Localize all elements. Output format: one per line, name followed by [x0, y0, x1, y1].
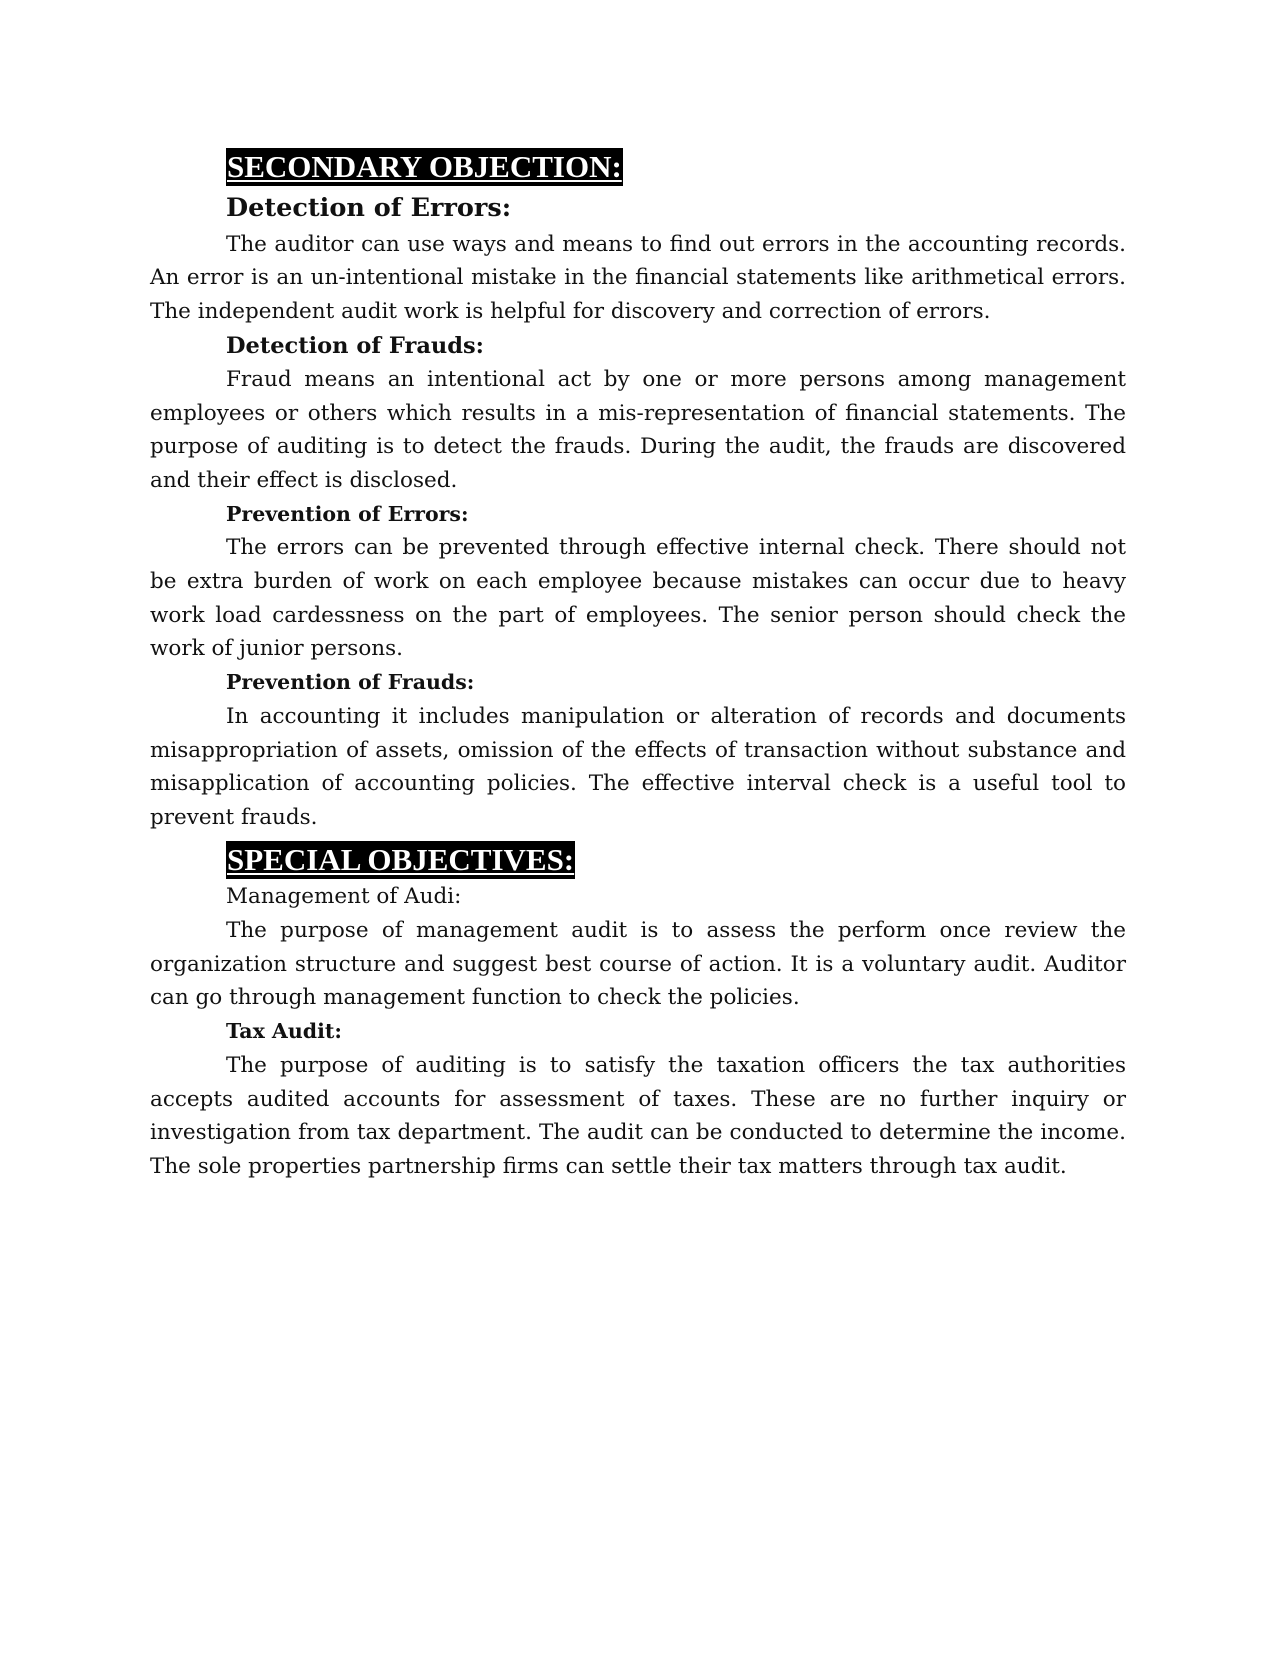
paragraph-detection-of-errors: The auditor can use ways and means to find out errors in the accounting records. An error is an un-intentional mistake in the financial statements like arithmetical errors. The independent audit work is helpful for discovery and correction of errors.: [150, 231, 1126, 325]
subheading-detection-of-errors: Detection of Errors:: [226, 192, 512, 223]
subheading-tax-audit: Tax Audit:: [226, 1019, 342, 1044]
paragraph-management-audit: The purpose of management audit is to assess the perform once review the organization structure and suggest best course of action. It is a voluntary audit. Auditor can go through management function to check the policies.: [150, 918, 1126, 1011]
subheading-detection-of-frauds: Detection of Frauds:: [226, 332, 484, 359]
section-heading-secondary-objection: SECONDARY OBJECTION:: [227, 149, 622, 184]
paragraph-tax-audit: The purpose of auditing is to satisfy the taxation officers the tax authorities accepts audited accounts for assessment of taxes. These are no further inquiry or investigation from tax department. The audit can be conducted to determine the income. The sole properties partnership firms can settle their tax matters through tax audit.: [150, 1052, 1126, 1179]
paragraph-prevention-of-errors: The errors can be prevented through effective internal check. There should not be extra burden of work on each employee because mistakes can occur due to heavy work load cardessness on the part of employees. The senior person should check the work of junior persons.: [150, 535, 1126, 662]
subheading-prevention-of-frauds: Prevention of Frauds:: [226, 670, 475, 695]
paragraph-prevention-of-frauds: In accounting it includes manipulation or alteration of records and documents misappropriation of assets, omission of the effects of transaction without substance and misapplication of accounting policies. The effective interval check is a useful tool to prevent frauds.: [150, 703, 1126, 830]
subheading-management-of-audi: Management of Audi:: [226, 884, 462, 910]
subheading-prevention-of-errors: Prevention of Errors:: [226, 501, 469, 526]
document-page: [150, 148, 1126, 1184]
paragraph-detection-of-frauds: Fraud means an intentional act by one or more persons among management employees or others which results in a mis-representation of financial statements. The purpose of auditing is to detect the frauds. During the audit, the frauds are discovered and their effect is disclosed.: [150, 366, 1126, 493]
section-heading-special-objectives: SPECIAL OBJECTIVES:: [227, 841, 575, 877]
